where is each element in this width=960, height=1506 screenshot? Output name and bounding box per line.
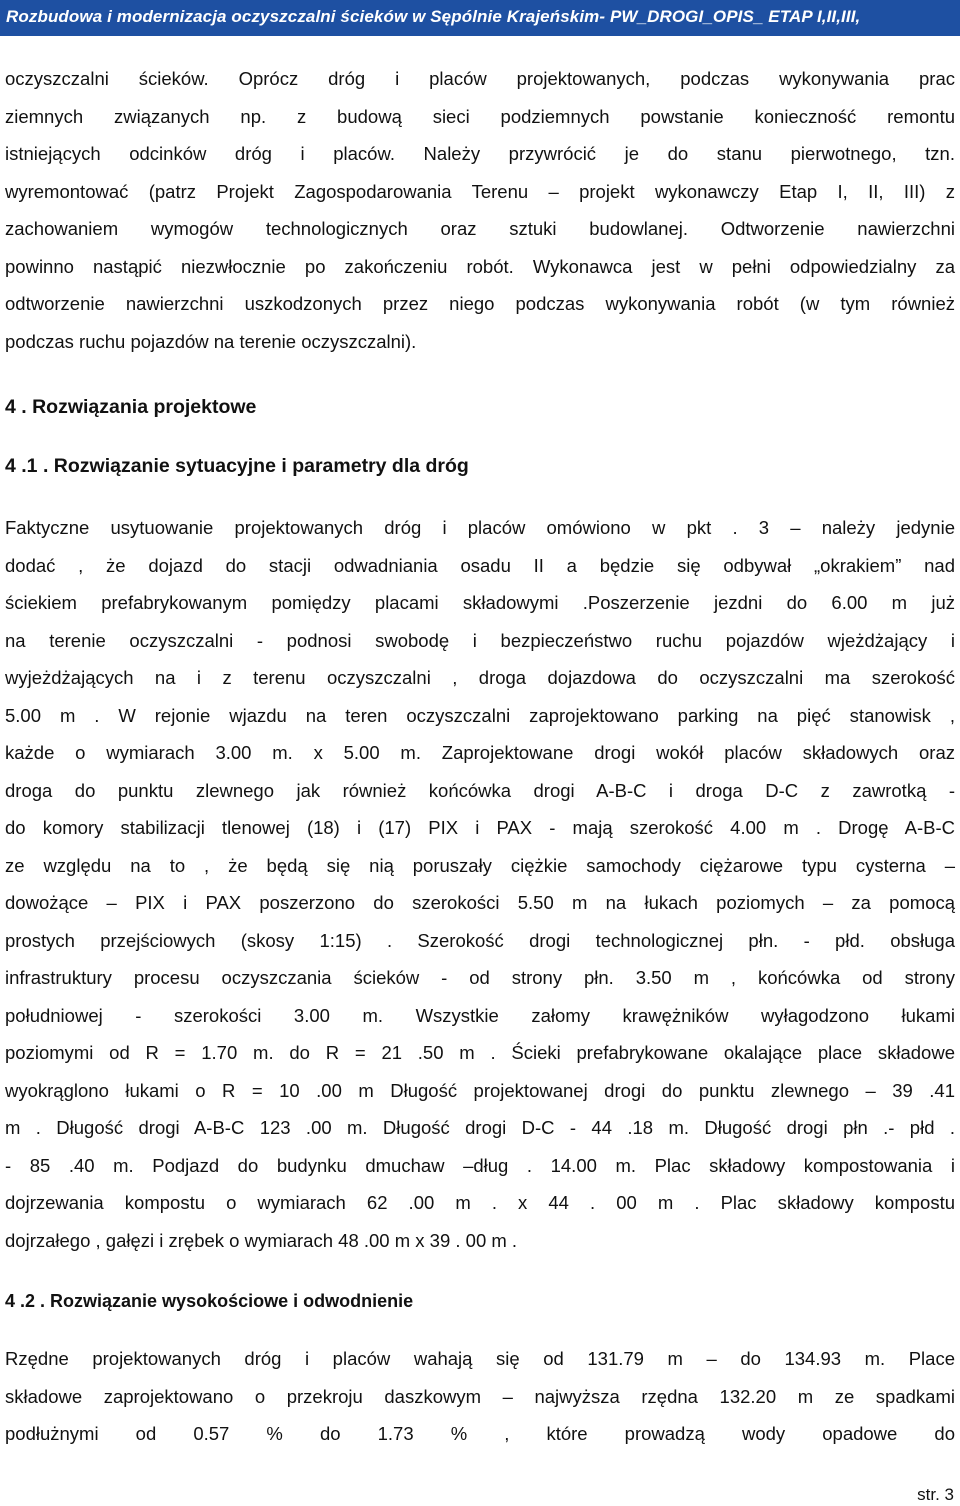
section-4-2-heading: 4 .2 . Rozwiązanie wysokościowe i odwodnienie — [5, 1291, 414, 1311]
section-4-1-line: wyokrąglono łukami o R = 10 .00 m Długość projektowanej drogi do punktu zlewnego – 39 .41 — [5, 1079, 955, 1101]
section-4-heading: 4 . Rozwiązania projektowe — [5, 396, 257, 418]
intro-paragraph-line: ziemnych związanych np. z budową sieci podziemnych powstanie konieczność remontu — [5, 105, 955, 127]
section-4-1-line: - 85 .40 m. Podjazd do budynku dmuchaw –dług . 14.00 m. Plac składowy kompostowania i — [5, 1154, 955, 1176]
section-4-1-line: dowożące – PIX i PAX poszerzono do szerokości 5.50 m na łukach poziomych – za pomocą — [5, 892, 955, 913]
section-4-1-line: wyjeżdżających na i z terenu oczyszczalni , droga dojazdowa do oczyszczalni ma szerokość — [5, 667, 955, 688]
section-4-1-line: 5.00 m . W rejonie wjazdu na teren oczyszczalni zaprojektowano parking na pięć stanowisk , — [5, 704, 955, 726]
section-4-1-line: ze względu na to , że będą się nią poruszały ciężkie samochody ciężarowe typu cysterna – — [5, 854, 955, 876]
section-4-2-line: Rzędne projektowanych dróg i placów wahają się od 131.79 m – do 134.93 m. Place — [5, 1348, 955, 1369]
section-4-2-line: podłużnymi od 0.57 % do 1.73 % , które prowadzą wody opadowe do — [5, 1423, 955, 1444]
section-4-1-line: Faktyczne usytuowanie projektowanych dróg i placów omówiono w pkt . 3 – należy jedynie — [5, 517, 955, 538]
intro-paragraph-line: istniejących odcinków dróg i placów. Należy przywrócić je do stanu pierwotnego, tzn. — [5, 143, 955, 164]
section-4-1-line: południowej - szerokości 3.00 m. Wszystkie załomy krawężników wyłagodzono łukami — [5, 1004, 955, 1026]
section-4-1-line: na terenie oczyszczalni - podnosi swobodę i bezpieczeństwo ruchu pojazdów wjeżdżający i — [5, 629, 955, 651]
section-4-1-line: droga do punktu zlewnego jak również końcówka drogi A-B-C i droga D-C z zawrotką - — [5, 779, 955, 801]
intro-paragraph-line: zachowaniem wymogów technologicznych oraz sztuki budowlanej. Odtworzenie nawierzchni — [5, 218, 955, 239]
document-title: Rozbudowa i modernizacja oczyszczalni ścieków w Sępólnie Krajeńskim- PW_DROGI_OPIS_ ETAP I,II,III, — [6, 7, 861, 26]
section-4-1-line: prostych przejściowych (skosy 1:15) . Szerokość drogi technologicznej płn. - płd. obsługa — [5, 929, 955, 951]
section-4-1-line: dojrzewania kompostu o wymiarach 62 .00 m . x 44 . 00 m . Plac składowy kompostu — [5, 1192, 955, 1213]
section-4-1-body — [5, 509, 955, 1259]
section-4-1-line: dodać , że dojazd do stacji odwadniania osadu II a będzie się odbywał „okrakiem” nad — [5, 554, 955, 576]
section-4-1-line: poziomymi od R = 1.70 m. do R = 21 .50 m . Ścieki prefabrykowane okalające place składowe — [5, 1042, 955, 1063]
page-number: str. 3 — [917, 1485, 954, 1504]
intro-paragraph-line: oczyszczalni ścieków. Oprócz dróg i placów projektowanych, podczas wykonywania prac — [5, 68, 955, 89]
section-4-1-line: dojrzałego , gałęzi i zrębek o wymiarach 48 .00 m x 39 . 00 m . — [5, 1229, 518, 1251]
intro-paragraph-line: powinno nastąpić niezwłocznie po zakończeniu robót. Wykonawca jest w pełni odpowiedzialny za — [5, 255, 955, 277]
document-header — [0, 0, 960, 36]
section-4-2-line: składowe zaprojektowano o przekroju daszkowym – najwyższa rzędna 132.20 m ze spadkami — [5, 1385, 955, 1407]
section-4-1-line: ściekiem prefabrykowanym pomiędzy placami składowymi .Poszerzenie jezdni do 6.00 m już — [5, 592, 955, 613]
section-4-1-line: m . Długość drogi A-B-C 123 .00 m. Długość drogi D-C - 44 .18 m. Długość drogi płn .- płd . — [5, 1117, 955, 1138]
section-4-1-line: infrastruktury procesu oczyszczania ścieków - od strony płn. 3.50 m , końcówka od strony — [5, 967, 955, 988]
section-4-2-body — [5, 1340, 955, 1453]
section-4-1-line: do komory stabilizacji tlenowej (18) i (17) PIX i PAX - mają szerokość 4.00 m . Drogę A-B-C — [5, 817, 955, 838]
section-4-1-line: każde o wymiarach 3.00 m. x 5.00 m. Zaprojektowane drogi wokół placów składowych oraz — [5, 742, 955, 763]
intro-paragraph-line: odtworzenie nawierzchni uszkodzonych przez niego podczas wykonywania robót (w tym również — [5, 293, 955, 314]
intro-paragraph-line: podczas ruchu pojazdów na terenie oczyszczalni). — [5, 330, 417, 352]
section-4-1-heading: 4 .1 . Rozwiązanie sytuacyjne i parametry dla dróg — [5, 455, 469, 477]
intro-paragraph — [5, 60, 955, 360]
intro-paragraph-line: wyremontować (patrz Projekt Zagospodarowania Terenu – projekt wykonawczy Etap I, II, III) z — [5, 180, 955, 202]
